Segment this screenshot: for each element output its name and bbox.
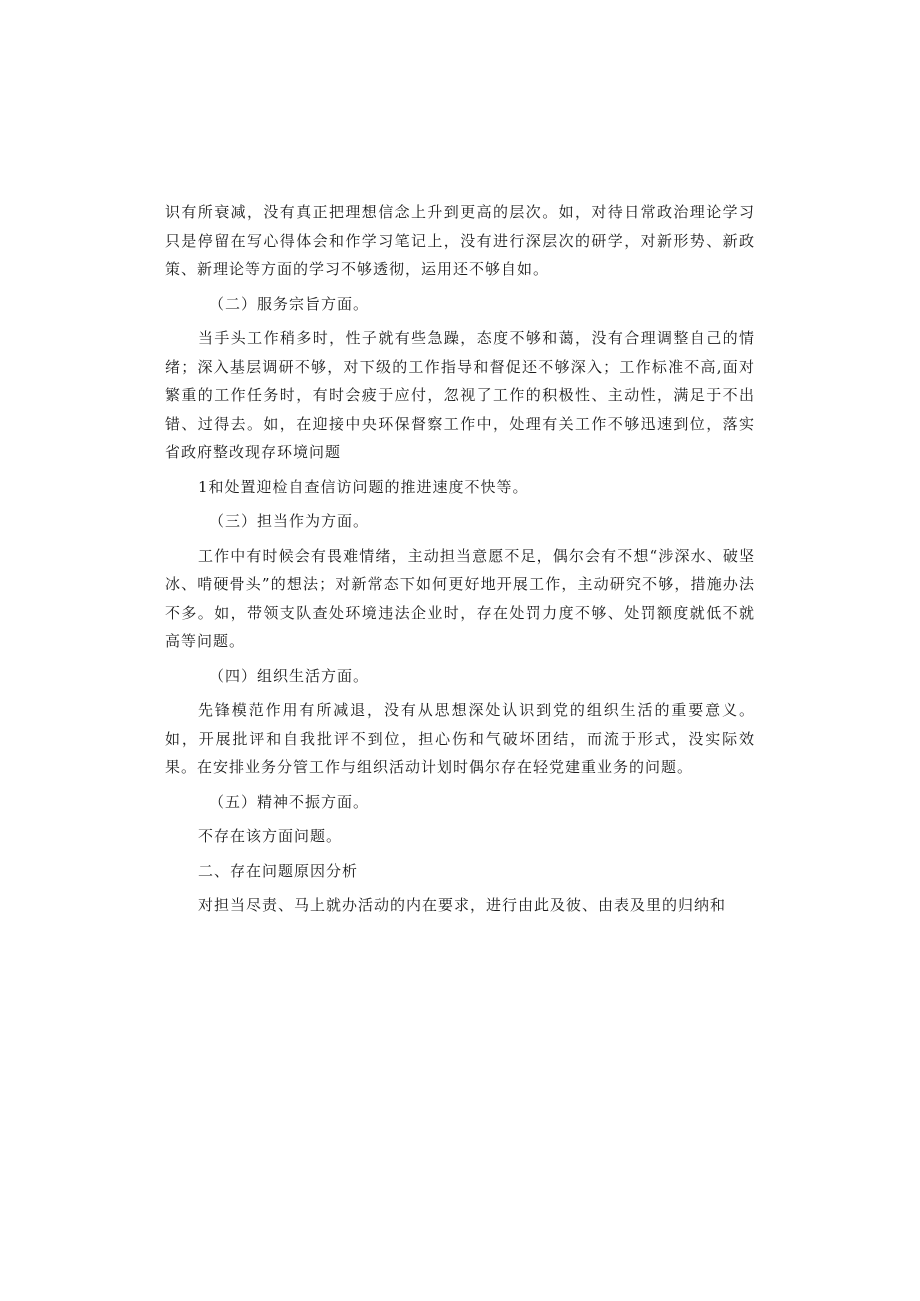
paragraph-cause-analysis: 对担当尽责、马上就办活动的内在要求，进行由此及彼、由表及里的归纳和 <box>198 896 727 914</box>
paragraph-service: 当手头工作稍多时，性子就有些急躁，态度不够和蔼，没有合理调整自己的情绪；深入基层调研不够，对下级的工作指导和督促还不够深入；工作标准不高,面对繁重的工作任务时，有时会疲于应付，忽视了工作的积极性、主动性，满足于不出错、过得去。如，在迎接中央环保督察工作中，处理有关工作不够迅速到位，落实省政府整改现存环境问题 <box>165 329 755 461</box>
paragraph-responsibility: 工作中有时候会有畏难情绪，主动担当意愿不足，偶尔会有不想“涉深水、破坚冰、啃硬骨头”的想法；对新常态下如何更好地开展工作，主动研究不够，措施办法不多。如，带领支队查处环境违法企业时，存在处罚力度不够、处罚额度就低不就高等问题。 <box>165 546 755 650</box>
paragraph-organization: 先锋模范作用有所减退，没有从思想深处认识到党的组织生活的重要意义。如，开展批评和自我批评不到位，担心伤和气破坏团结，而流于形式，没实际效果。在安排业务分管工作与组织活动计划时偶尔存在轻党建重业务的问题。 <box>165 701 755 776</box>
section-heading-spirit: （五）精神不振方面。 <box>209 792 370 811</box>
document-body <box>165 198 755 926</box>
section-heading-service: （二）服务宗旨方面。 <box>209 294 370 313</box>
section-heading-responsibility: （三）担当作为方面。 <box>209 512 370 530</box>
paragraph-spirit: 不存在该方面问题。 <box>198 827 343 845</box>
section-heading-cause-analysis: 二、存在问题原因分析 <box>198 861 359 880</box>
paragraph-service-cont: 1和处置迎检自查信访问题的推进速度不快等。 <box>198 477 529 496</box>
paragraph-continuation: 识有所衰减，没有真正把理想信念上升到更高的层次。如，对待日常政治理论学习只是停留在写心得体会和作学习笔记上，没有进行深层次的研学，对新形势、新政策、新理论等方面的学习不够透彻，运用还不够自如。 <box>165 203 755 278</box>
section-heading-organization: （四）组织生活方面。 <box>209 666 370 685</box>
